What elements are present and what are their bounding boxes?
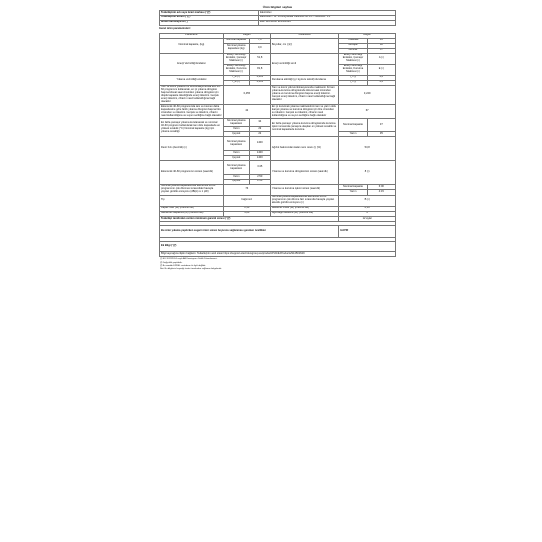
rinse-sub-label: I_r (¹) bbox=[339, 80, 367, 85]
table-row bbox=[160, 105, 396, 119]
warranty-label: Tedarikçi tarafından verilen minimum garanti süresi (¹)(²) bbox=[160, 217, 339, 222]
temp-wd-value: 35 bbox=[367, 132, 395, 137]
table-row bbox=[160, 85, 396, 105]
eec-value: A (¹) bbox=[367, 53, 395, 64]
network-standby-value: 0 bbox=[339, 211, 396, 216]
capacity-value: 7,0 bbox=[249, 38, 270, 43]
eec-label: Enerji verimliliği sınıfı bbox=[270, 53, 338, 75]
table-row bbox=[160, 252, 396, 257]
table-row bbox=[160, 242, 396, 252]
params-table bbox=[159, 33, 396, 217]
spin-sub-label: Nominal yıkama kapasitesi bbox=[223, 137, 249, 151]
prog-duration-value: 2:50 bbox=[249, 175, 270, 180]
delay-start-label: Gecikmeli başlatma (W) (mevcut ise) bbox=[160, 211, 224, 216]
noise-label: Nominal yıkama kapasitesinde ekonomik 40-60 programının çok dönmesi sırasındaki havayla yayılan gürültü emisyonu (dB(A) re 1 pW) bbox=[160, 184, 224, 195]
product-feature-value: HAYIR bbox=[339, 226, 396, 238]
footnote: Not: Bu bilgilerin kaynağı üretici tarafından sağlanan belgelerdir. bbox=[160, 267, 222, 270]
dryer-duration-sub-label: Yarım bbox=[339, 190, 367, 195]
wash-eff-value: 1,031 bbox=[249, 80, 270, 85]
eei-value: 81,8 bbox=[249, 64, 270, 75]
page-title: Ürün bilgileri sayfası bbox=[262, 5, 293, 9]
rinse-value: 4,6 bbox=[367, 75, 395, 80]
supplier-name-label: Tedarikçinin adı veya ticari markası (¹)(²) bbox=[160, 11, 259, 16]
table-row bbox=[160, 20, 396, 25]
col-header-value: Değeri bbox=[339, 33, 396, 38]
temp-wd-sub-label: Nominal kapasite bbox=[339, 119, 367, 132]
temp-wd-value: 37 bbox=[367, 119, 395, 132]
eei-sub-label: Enerji Verimliliği Endeksi, Çamaşır Makinesi (¹) bbox=[223, 53, 249, 64]
dim-depth-value: 57 bbox=[367, 48, 395, 53]
eei-label: Enerji Verimliliği Endeksi bbox=[160, 53, 224, 75]
wash-eff-label: Yıkama verimliliği endeksi bbox=[160, 75, 224, 85]
footnote: (³) Bu madde EPREL veritabanı ile ilgili değildir. bbox=[160, 264, 206, 267]
col-header-param: Parametre bbox=[270, 33, 338, 38]
energy-cycle-value: 0,455 bbox=[223, 85, 270, 105]
table-row bbox=[160, 226, 396, 238]
spin-value: 1400 bbox=[249, 137, 270, 151]
delay-start-value: 4,00 bbox=[223, 211, 270, 216]
energy-cycle-label: Tam ve kısmi yüklerin bir kombinasyonunda eco 40-60 programını kullanarak, en iyi yıkama döngüsü başına kilovat saat cinsinden yıkama döngüsü için düşük kapasite tükettiğinde enerji tüketimi. Gerçek enerji tüketimi, cihazın nasıl kullanıldığına bağlı olacaktır bbox=[160, 85, 224, 105]
wd-noise-value: B (¹) bbox=[339, 195, 396, 206]
wd-duration-label: Yıkama ve kurutma döngüsünün süresi (saat:dk) bbox=[270, 161, 338, 185]
eei-value: 51,8 bbox=[249, 53, 270, 64]
model-id-label: Model tanımlayıcısı (¹) bbox=[160, 20, 259, 25]
noise-value: 76 bbox=[223, 184, 270, 195]
standby-value: 0,50 bbox=[339, 206, 396, 211]
prog-duration-sub-label: Yarım bbox=[223, 175, 249, 180]
rinse-sub-label: I_r (¹) bbox=[339, 75, 367, 80]
water-wd-value: 67 bbox=[339, 105, 396, 119]
off-mode-label: Kapalı mod (W) (mevcut ise) bbox=[160, 206, 224, 211]
standby-label: Bekleme modu (W) (mevcut ise) bbox=[270, 206, 338, 211]
header-table bbox=[159, 10, 396, 26]
prog-duration-value: 3:45 bbox=[249, 161, 270, 175]
water-cycle-label: Ekonomik 40-60 programında tam ve kısmen daha kapasitesine göre farklı yıkama döngüsü başına litre cinsinden su tüketimi. Gerçek su tüketimi, cihazın nasıl kullanıldığına ve suyun sertliğine bağlı olacaktır bbox=[161, 104, 222, 117]
dim-width-value: 60 bbox=[367, 43, 395, 48]
moisture-label: Ağırlık bakımından kalan nem oranı (¹) (%) bbox=[270, 137, 338, 161]
wash-eff-sub-label: I_w (¹) bbox=[223, 80, 249, 85]
extra-info-label: Ek Bilgi (¹)(²) bbox=[160, 242, 396, 252]
temp-value: 34 bbox=[249, 119, 270, 127]
energy-wd-value: 3,249 bbox=[339, 85, 396, 105]
spin-label: Devir hızı (devir/dk) (¹) bbox=[160, 137, 224, 161]
eei-sub-label: Enerji Verimliliği Endeksi, Kurutma Makinesi (¹) bbox=[223, 64, 249, 75]
prog-duration-sub-label: Nominal yıkama kapasitesi bbox=[223, 161, 249, 175]
dim-height-label: Yükseklik bbox=[339, 38, 367, 43]
dryer-duration-value: 6:00 bbox=[367, 184, 395, 189]
temp-sub-label: Yarım bbox=[223, 127, 249, 132]
rinse-label: Durulama etkinliği (g / kg kuru tekstil) durulama bbox=[270, 75, 338, 85]
dryer-duration-sub-label: Nominal kapasite bbox=[339, 184, 367, 189]
dim-depth-label: Derinlik bbox=[339, 48, 367, 53]
eec-sub-label: Enerji Verimliliği Endeksi, Çamaşır Makinesi (¹) bbox=[339, 53, 367, 64]
table-row bbox=[160, 161, 396, 175]
spin-value: 1400 bbox=[249, 151, 270, 156]
spin-sub-label: Yarım bbox=[223, 151, 249, 156]
info-link[interactable]: Bilgi kaynağına ilişkin bağlantı: Tedarikçinin web sitesi https://support.electroluxgroup.eu/product/PVA4k/Products/914501629 bbox=[160, 252, 396, 257]
spin-sub-label: Çeyrek bbox=[223, 156, 249, 161]
eec-sub-label: Enerji Verimliliği Endeksi, Kurutma Makinesi (¹) bbox=[339, 64, 367, 75]
footer-table bbox=[159, 216, 396, 257]
dim-height-value: 85 bbox=[367, 38, 395, 43]
warranty-value: 12 aylar bbox=[339, 217, 396, 222]
temp-wd-sub-label: Yarım bbox=[339, 132, 367, 137]
prog-duration-value: 2:50 bbox=[249, 179, 270, 184]
water-wd-label: En iyi kurutmalı yıkama makinelerinin tam ve yarım dolu karışık yıkama ve kurutma döngüsü için litre cinsinden su tüketimi. Gerçek su tüketimi, cihazın nasıl kullanıldığına ve suyun sertliğine bağlı olacaktır bbox=[270, 105, 338, 119]
col-header-param: Parametre bbox=[160, 33, 224, 38]
prog-duration-label: Ekonomik 40-60 programının süresi (saat:dk) bbox=[160, 161, 224, 185]
wd-duration-value: 8 (¹) bbox=[339, 161, 396, 185]
dryer-duration-label: Yıkama ve kurutma işlemi süresi (saat:dk) bbox=[270, 184, 338, 195]
prog-duration-sub-label: Çeyrek bbox=[223, 179, 249, 184]
capacity-label: Nominal kapasite, (kg) bbox=[160, 38, 224, 53]
temp-value: 29 bbox=[249, 127, 270, 132]
capacity-sub-label: Nominal kapasite bbox=[223, 38, 249, 43]
eec-value: E (¹) bbox=[367, 64, 395, 75]
capacity-sub-label: Nominal yıkama kapasitesi (kg) bbox=[223, 43, 249, 53]
capacity-value: 0,0 bbox=[249, 43, 270, 53]
table-row bbox=[160, 53, 396, 64]
table-row bbox=[160, 195, 396, 206]
water-cycle-value: 42 bbox=[223, 105, 270, 119]
footnote: (¹) EU 2019/2014 sayılı AB Komisyonu Yetkili Düzenlemesi. bbox=[160, 258, 218, 261]
product-info-sheet bbox=[159, 4, 396, 271]
temp-value: 22 bbox=[249, 132, 270, 137]
energy-wd-label: Tam ve kısmi yük kombinasyonunda makinenin bir tam yıkama-kurutma döngüsünde kilovat saat cinsinden yıkama ve kurutma döngüsü başına enerji tüketimi. Gerçek enerji tüketimi, cihazın nasıl kullanıldığına bağlı olacaktır bbox=[270, 85, 338, 105]
rinse-value: 4,6 bbox=[367, 80, 395, 85]
supplier-address-value: Electrolux - Ul. Przemyslowa Oleśnicki 36 5/5 - Oleśnica - PL bbox=[259, 15, 396, 20]
temp-label: En fazla çamaşır yıkama kurulanacak ve nominal 40-60 programı kullanılarak tam dolu kapasitede en yüksek sıcaklık (°C) Nominal kapasite (kg) için yıkama sıcaklığı bbox=[160, 119, 224, 137]
wd-noise-label: Nominal yıkama kapasitesinde ekonomik 40-60 programının çok dönme fazı sırasında havayla yayılan akustik gürültü emisyonu (¹) bbox=[270, 195, 338, 206]
wash-eff-value: 1,031 bbox=[249, 75, 270, 80]
footnotes bbox=[159, 258, 396, 271]
spin-value: 1400 bbox=[249, 156, 270, 161]
off-mode-value: 0,50 bbox=[223, 206, 270, 211]
supplier-name-value: Electrolux bbox=[259, 11, 396, 16]
table-row bbox=[160, 137, 396, 151]
col-header-value: Değeri bbox=[223, 33, 270, 38]
network-standby-label: Ağa bağlı bekleme (W) (mevcut ise) bbox=[270, 211, 338, 216]
table-row bbox=[160, 119, 396, 127]
model-id-value: EW7WO368SI 914501629 bbox=[259, 20, 396, 25]
footnote: (²) Değişiklik yapılabilir. bbox=[160, 261, 183, 264]
moisture-value: 53,8 bbox=[339, 137, 396, 161]
type-label: Tip bbox=[160, 195, 224, 206]
wash-eff-sub-label: I_w (¹) bbox=[223, 75, 249, 80]
dryer-duration-value: 4:15 bbox=[367, 190, 395, 195]
dim-width-label: Genişlik bbox=[339, 43, 367, 48]
product-feature-label: Bu ürün yıkama yapılırken asgari ömür süresi boyunca sağlanması gereken özellikler bbox=[160, 226, 339, 238]
temp-wd-label: En fazla çamaşır yıkama kurutma döngüsünde kurutma işlemi sırasında çamaşıra ulaşılan en yüksek sıcaklık ve nominal kapasitede kurutma bbox=[270, 119, 338, 137]
temp-sub-label: Nominal yıkama kapasitesi bbox=[223, 119, 249, 127]
temp-sub-label: Çeyrek bbox=[223, 132, 249, 137]
dimensions-label: Boyutlar, cm (¹)(²) bbox=[270, 38, 338, 53]
section-title: Genel ürün parametreleri: bbox=[159, 26, 191, 30]
supplier-address-label: Tedarikçinin adresi (¹)(²) bbox=[160, 15, 259, 20]
type-value: bağımsız bbox=[223, 195, 270, 206]
